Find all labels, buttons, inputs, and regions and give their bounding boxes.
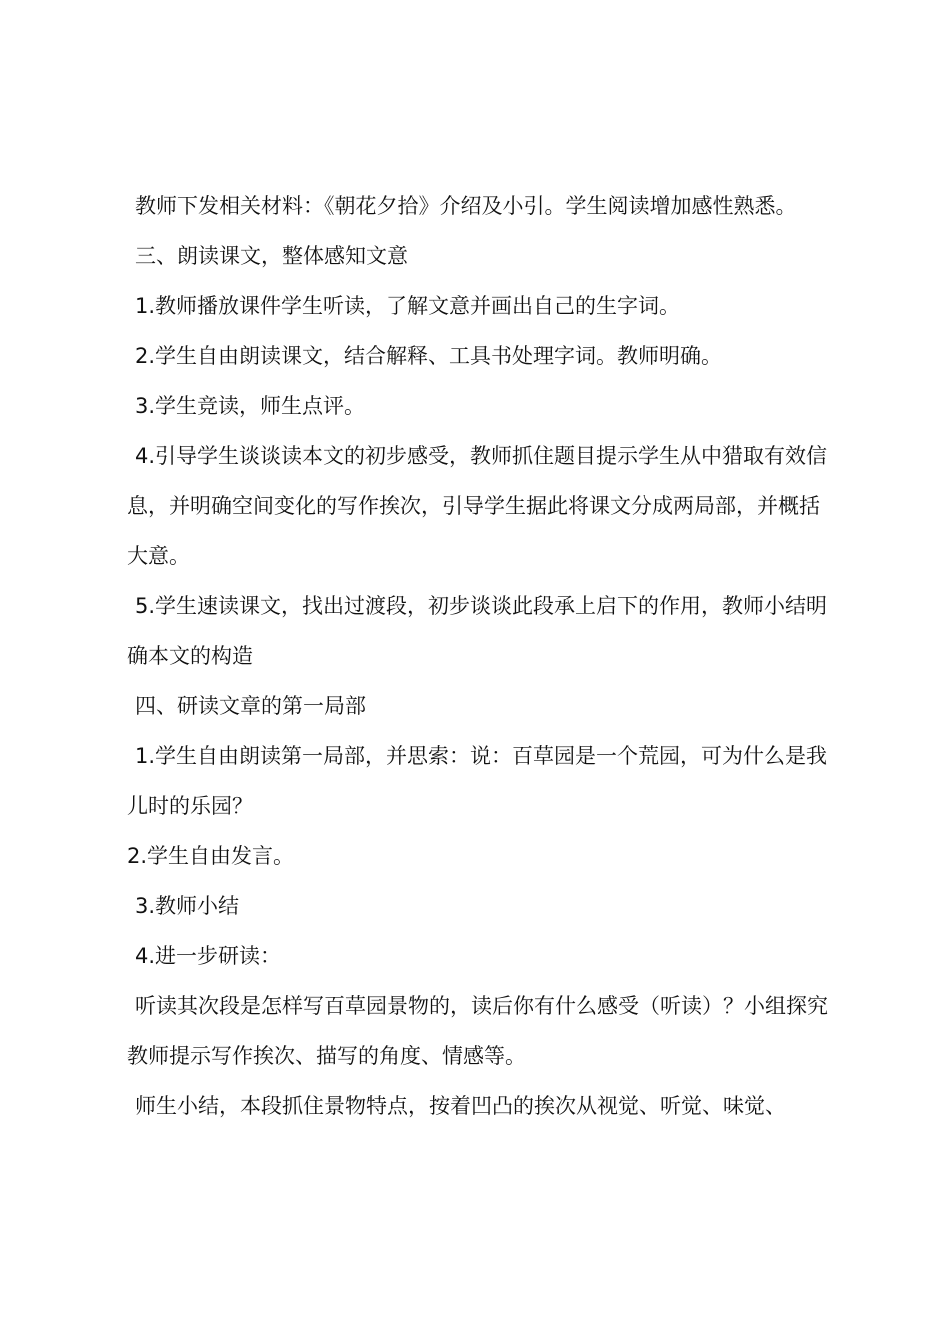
heading-section-three: 三、朗读课文，整体感知文意 — [135, 244, 408, 268]
paragraph-step-2: 2.学生自由朗读课文，结合解释、工具书处理字词。教师明确。 — [135, 344, 723, 368]
heading-section-four: 四、研读文章的第一局部 — [135, 694, 366, 718]
paragraph-step-1: 1.教师播放课件学生听读，了解文意并画出自己的生字词。 — [135, 294, 681, 318]
paragraph-listen-read: 听读其次段是怎样写百草园景物的，读后你有什么感受（听读）？小组探究教师提示写作挨次、描写的角度、情感等。 — [127, 994, 828, 1068]
paragraph-study-2: 2.学生自由发言。 — [127, 844, 295, 868]
paragraph-materials: 教师下发相关材料：《朝花夕拾》介绍及小引。学生阅读增加感性熟悉。 — [135, 194, 797, 218]
paragraph-step-3: 3.学生竞读，师生点评。 — [135, 394, 366, 418]
paragraph-study-4: 4.进一步研读： — [135, 944, 282, 968]
paragraph-study-3: 3.教师小结 — [135, 894, 240, 918]
document-body — [127, 181, 837, 1131]
paragraph-summary: 师生小结，本段抓住景物特点，按着凹凸的挨次从视觉、听觉、味觉、 — [135, 1094, 786, 1118]
paragraph-step-4: 4.引导学生谈谈读本文的初步感受，教师抓住题目提示学生从中猎取有效信息，并明确空间变化的写作挨次，引导学生据此将课文分成两局部，并概括大意。 — [127, 444, 828, 568]
paragraph-study-1: 1.学生自由朗读第一局部，并思索：说：百草园是一个荒园，可为什么是我儿时的乐园？ — [127, 744, 828, 818]
paragraph-step-5: 5.学生速读课文，找出过渡段，初步谈谈此段承上启下的作用，教师小结明确本文的构造 — [127, 594, 828, 668]
